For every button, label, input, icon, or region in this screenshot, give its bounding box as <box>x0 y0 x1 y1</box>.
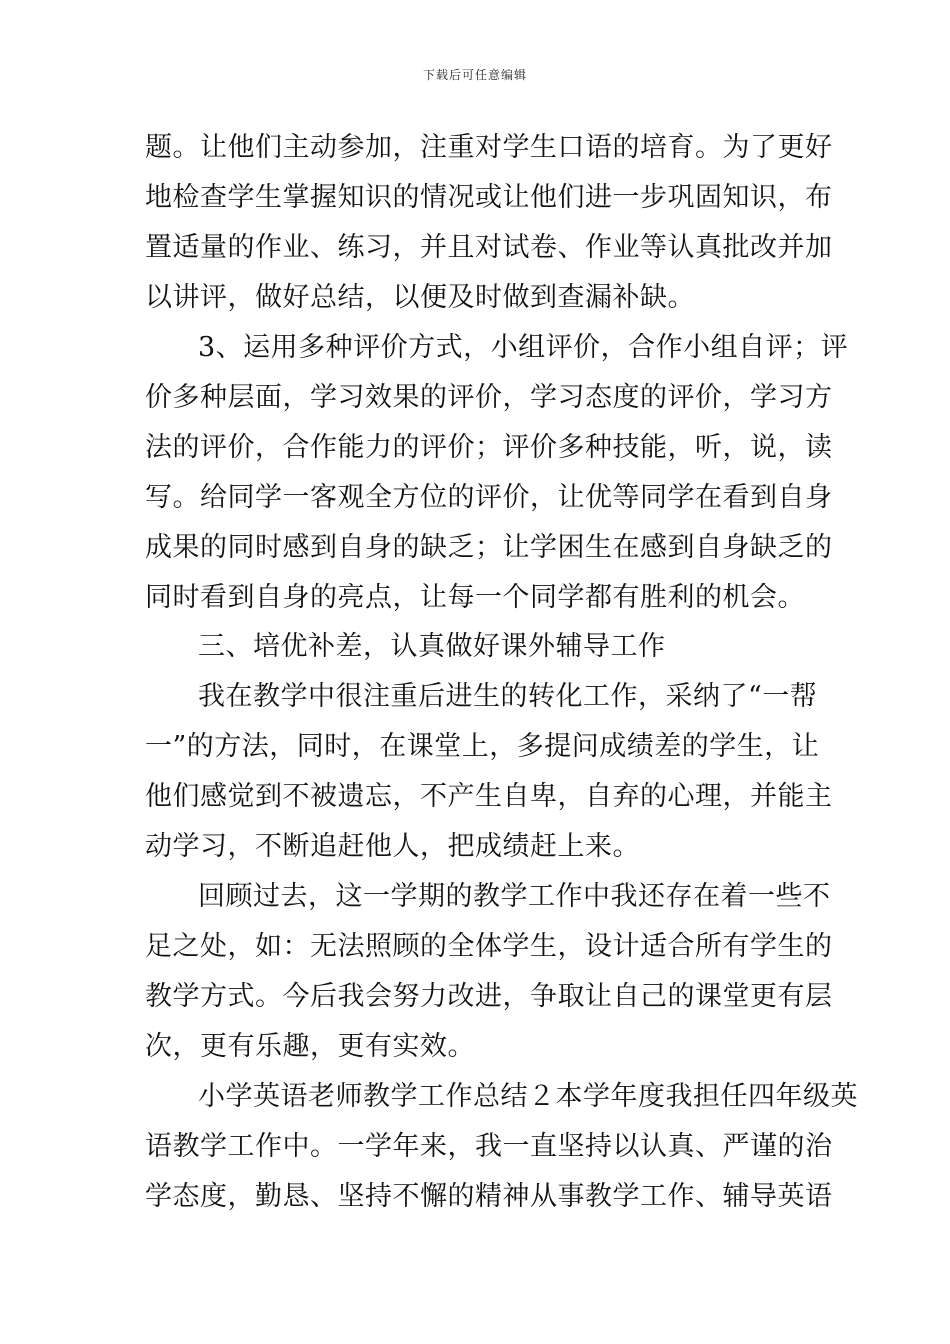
text-line: 一”的方法，同时，在课堂上，多提问成绩差的学生，让 <box>145 731 820 762</box>
text-line: 同时看到自身的亮点，让每一个同学都有胜利的机会。 <box>145 582 805 613</box>
paragraph-first-line: 我在教学中很注重后进生的转化工作，采纳了“一帮 <box>198 681 818 712</box>
text-line: 次，更有乐趣，更有实效。 <box>145 1031 475 1062</box>
page-header: 下载后可任意编辑 <box>422 68 527 82</box>
text-line: 价多种层面，学习效果的评价，学习态度的评价，学习方 <box>145 382 833 413</box>
section-heading: 三、培优补差，认真做好课外辅导工作 <box>198 631 666 662</box>
paragraph-first-line: 3、运用多种评价方式，小组评价，合作小组自评；评 <box>198 332 849 363</box>
text-line: 学态度，勤恳、坚持不懈的精神从事教学工作、辅导英语 <box>145 1181 833 1212</box>
text-line: 语教学工作中。一学年来，我一直坚持以认真、严谨的治 <box>145 1131 833 1162</box>
text-line: 足之处，如：无法照顾的全体学生，设计适合所有学生的 <box>145 931 833 962</box>
text-line: 题。让他们主动参加，注重对学生口语的培育。为了更好 <box>145 132 833 163</box>
text-line: 地检查学生掌握知识的情况或让他们进一步巩固知识，布 <box>145 182 833 213</box>
text-line: 他们感觉到不被遗忘，不产生自卑，自弃的心理，并能主 <box>145 781 833 812</box>
paragraph-first-line: 小学英语老师教学工作总结２本学年度我担任四年级英 <box>198 1081 858 1112</box>
text-line: 置适量的作业、练习，并且对试卷、作业等认真批改并加 <box>145 232 833 263</box>
text-line: 以讲评，做好总结，以便及时做到查漏补缺。 <box>145 282 695 313</box>
paragraph-first-line: 回顾过去，这一学期的教学工作中我还存在着一些不 <box>198 881 831 912</box>
text-line: 动学习，不断追赶他人，把成绩赶上来。 <box>145 831 640 862</box>
text-line: 法的评价，合作能力的评价；评价多种技能，听，说，读 <box>145 432 833 463</box>
text-line: 教学方式。今后我会努力改进，争取让自己的课堂更有层 <box>145 981 833 1012</box>
text-line: 写。给同学一客观全方位的评价，让优等同学在看到自身 <box>145 482 833 513</box>
text-line: 成果的同时感到自身的缺乏；让学困生在感到自身缺乏的 <box>145 532 833 563</box>
